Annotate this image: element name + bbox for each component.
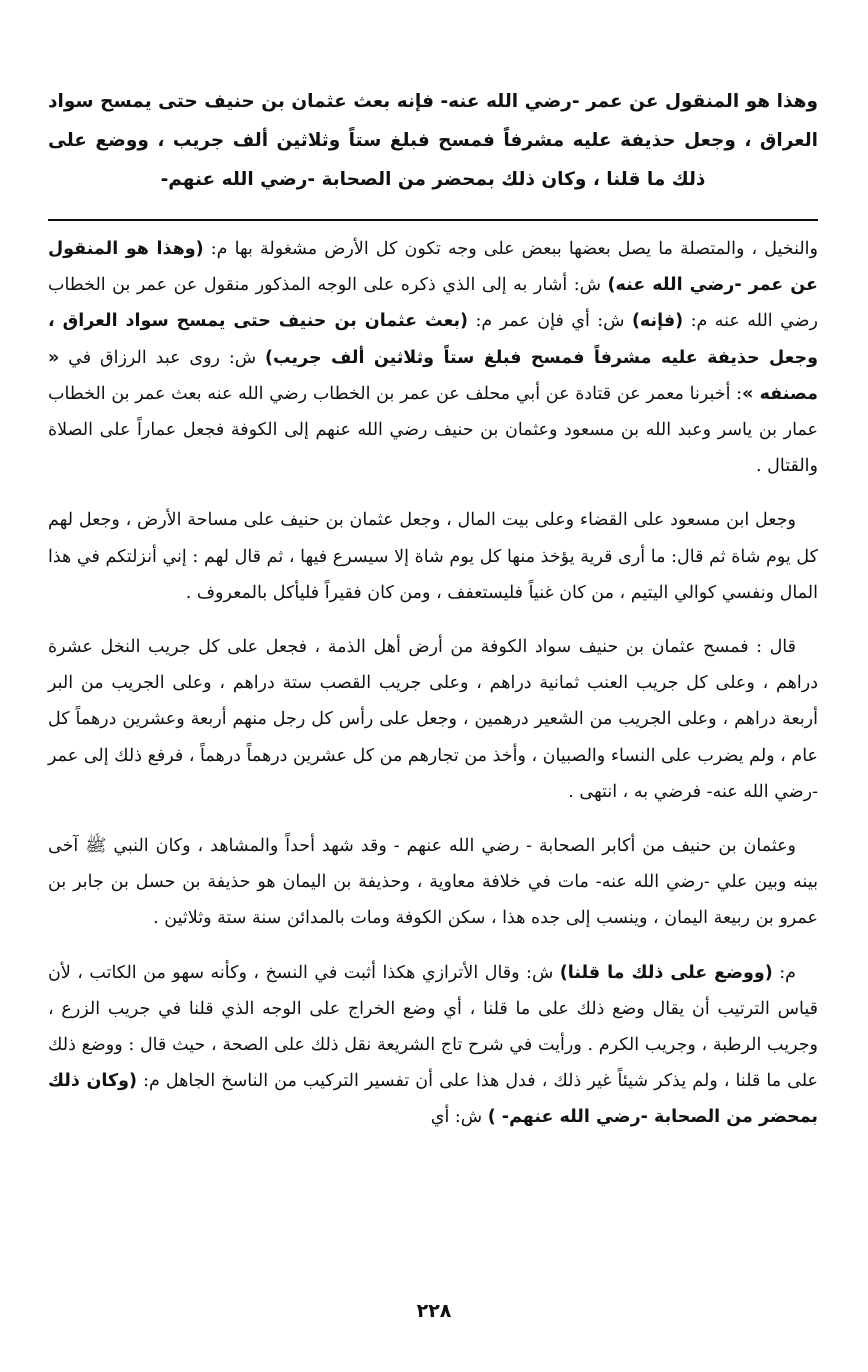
- commentary-text: م:: [772, 962, 797, 983]
- quoted-matn: (بعث عثمان بن حنيف حتى يمسح سواد العراق ، وجعل حذيفة عليه مشرفاً فمسح فبلغ ستاً وثلاثين ألف جريب): [48, 311, 819, 368]
- commentary-text: ش: وقال الأترازي هكذا أثبت في النسخ ، وكأنه سهو من الكاتب ، لأن قياس الترتيب أن يقال وضع ذلك على ما قلنا ، أي وضع الخراج على الوجه الذي قلنا في جريب الزرع ، وجريب الرطبة ، وجريب الكرم . ورأيت في شرح تاج الشريعة نقل ذلك على الصحة ، حيث قال : ووضع ذلك على ما قلنا ، ولم يذكر شيئاً غير ذلك ، فدل هذا على أن تفسير التركيب من الناسخ الجاهل م:: [48, 962, 819, 1092]
- page-number: ٢٢٨: [416, 1300, 452, 1322]
- commentary-text: وعثمان بن حنيف من أكابر الصحابة - رضي الله عنهم - وقد شهد أحداً والمشاهد ، وكان النبي ﷺ آخى بينه وبين علي -رضي الله عنه- مات في خلافة معاوية ، وحذيفة بن اليمان هو حذيفة بن حسل بن جابر بن عمرو بن ربيعة اليمان ، وينسب إلى جده هذا ، سكن الكوفة ومات بالمدائن سنة ستة وثلاثين .: [48, 836, 818, 929]
- commentary-paragraph-1: [48, 231, 818, 484]
- commentary-text: ش: أي فإن عمر م:: [468, 311, 632, 332]
- commentary-text: ش: روى عبد الرزاق في: [59, 347, 266, 368]
- commentary-text: والنخيل ، والمتصلة ما يصل بعضها ببعض على وجه تكون كل الأرض مشغولة بها م:: [203, 239, 818, 259]
- commentary-text: ش: أشار به إلى الذي ذكره على الوجه المذكور منقول عن عمر بن الخطاب رضي الله عنه م:: [48, 275, 818, 332]
- quoted-matn: (وهذا هو المنقول عن عمر -رضي الله عنه): [48, 239, 818, 296]
- commentary-paragraph-3: [48, 629, 818, 810]
- commentary-text: : أخبرنا معمر عن قتادة عن أبي محلف عن عمر بن الخطاب رضي الله عنه بعث عمر بن الخطاب عمار بن ياسر وعبد الله بن مسعود وعثمان بن حنيف رضي الله عنهم إلى الكوفة فجعل عماراً على الصلاة والقتال .: [48, 383, 818, 477]
- separator-rule: [48, 219, 818, 221]
- quoted-matn: (ووضع على ذلك ما قلنا): [559, 962, 773, 983]
- commentary-text: ش: أي: [430, 1107, 488, 1128]
- commentary-text: وجعل ابن مسعود على القضاء وعلى بيت المال ، وجعل عثمان بن حنيف على مساحة الأرض ، وجعل لهم كل يوم شاة ثم قال: ما أرى قرية يؤخذ منها كل يوم شاة إلا سيسرع فيها ، ثم قال لهم : إني أنزلتكم في هذا المال ونفسي كوالي اليتيم ، من كان غنياً فليستعفف ، ومن كان فقيراً فليأكل بالمعروف .: [48, 510, 818, 603]
- commentary-paragraph-2: [48, 502, 818, 611]
- matn-text: وهذا هو المنقول عن عمر -رضي الله عنه- فإنه بعث عثمان بن حنيف حتى يمسح سواد العراق ، وجعل حذيفة عليه مشرفاً فمسح فبلغ ستاً وثلاثين ألف جريب ، ووضع على ذلك ما قلنا ، وكان ذلك بمحضر من الصحابة -رضي الله عنهم-: [48, 91, 818, 190]
- quoted-matn: (فإنه): [631, 311, 684, 332]
- commentary-text: قال : فمسح عثمان بن حنيف سواد الكوفة من أرض أهل الذمة ، فجعل على كل جريب النخل عشرة دراهم ، وعلى كل جريب العنب ثمانية دراهم ، وعلى جريب القصب ستة دراهم ، وعلى الجريب من البر أربعة دراهم ، وعلى الجريب من الشعير درهمين ، وجعل على رأس كل رجل منهم أربعة وعشرين درهماً كل عام ، ولم يضرب على النساء والصبيان ، وأخذ من تجارهم من كل عشرين درهماً درهماً ، فرفع ذلك إلى عمر -رضي الله عنه- فرضي به ، انتهى .: [48, 637, 818, 802]
- commentary-paragraph-5: [48, 955, 818, 1136]
- quoted-matn: (وكان ذلك بمحضر من الصحابة -رضي الله عنهم- ): [48, 1071, 818, 1128]
- page-body: [48, 82, 818, 1154]
- commentary-paragraph-4: [48, 828, 818, 937]
- quoted-source: « مصنفه »: [48, 347, 818, 404]
